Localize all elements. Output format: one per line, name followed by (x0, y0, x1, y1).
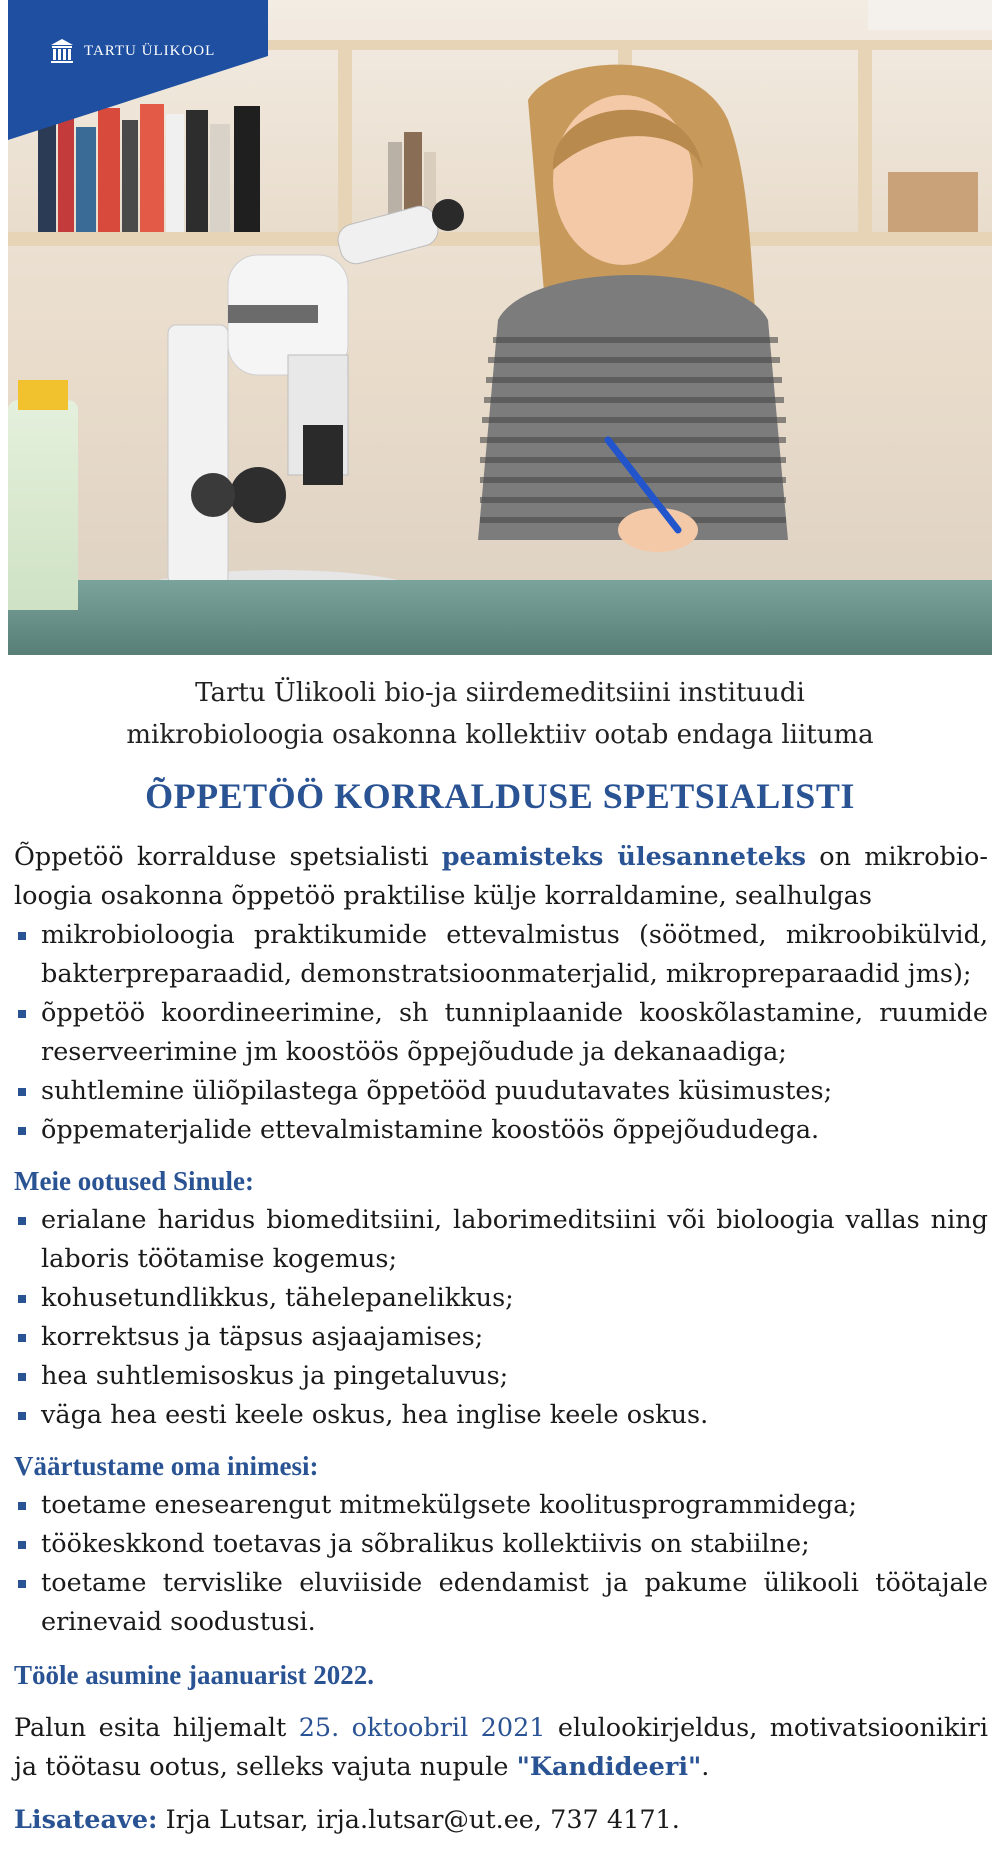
intro-text (0, 672, 1000, 756)
duties-highlight: peamisteks ülesanneteks (441, 842, 806, 872)
job-description (14, 838, 988, 1840)
apply-instructions: Palun esita hiljemalt 25. oktoobril 2021 elulookirjeldus, motivatsioonikiri ja töötasu ootus, selleks vajuta nupule "Kandideeri". (14, 1713, 988, 1782)
expectations-list (14, 1201, 988, 1435)
hero-photo (8, 0, 992, 655)
list-item: mikrobioloogia praktikumide ettevalmistus (söötmed, mikroobikülvid, bakterpreparaadid, demonstratsioonmaterjalid, mikropreparaadid jms); (14, 916, 988, 994)
expectations-heading: Meie ootused Sinule: (14, 1166, 254, 1196)
list-item: toetame enesearengut mitmekülgsete koolitusprogrammidega; (14, 1486, 988, 1525)
boxes (888, 120, 978, 232)
university-building-icon (50, 38, 74, 64)
values-heading: Väärtustame oma inimesi: (14, 1451, 319, 1481)
intro-line-2: mikrobioloogia osakonna kollektiiv ootab endaga liituma (126, 720, 874, 750)
list-item: õppetöö koordineerimine, sh tunniplaanide kooskõlastamine, ruumide reserveerimine jm koostöös õppejõudude ja dekanaadiga; (14, 994, 988, 1072)
lab-bench (8, 580, 992, 655)
box-top (868, 0, 992, 30)
list-item: õppematerjalide ettevalmistamine koostöös õppejõududega. (14, 1111, 988, 1150)
list-item: suhtlemine üliõpilastega õppetööd puudutavates küsimustes; (14, 1072, 988, 1111)
list-item: väga hea eesti keele oskus, hea inglise keele oskus. (14, 1396, 988, 1435)
contact-label: Lisateave: (14, 1805, 158, 1835)
list-item: kohusetundlikkus, tähelepanelikkus; (14, 1279, 988, 1318)
bottle (8, 400, 78, 610)
values-list (14, 1486, 988, 1642)
deadline: 25. oktoobril 2021 (298, 1713, 546, 1743)
apply-button-reference: "Kandideeri" (516, 1752, 702, 1782)
student-illustration (438, 60, 818, 600)
duties-lead: Õppetöö korralduse spetsialisti peamisteks ülesanneteks on mikrobioloogia osakonna õppetöö praktilise külje korraldamine, sealhulgas (14, 842, 988, 911)
bottle-cap (18, 380, 68, 410)
contact-info (14, 1801, 988, 1840)
contact-text[interactable]: Irja Lutsar, irja.lutsar@ut.ee, 737 4171. (157, 1805, 680, 1835)
list-item: töökeskkond toetavas ja sõbralikus kollektiivis on stabiilne; (14, 1525, 988, 1564)
job-title: ÕPPETÖÖ KORRALDUSE SPETSIALISTI (145, 776, 855, 816)
tartu-ulikool-logo[interactable] (50, 38, 215, 64)
intro-line-1: Tartu Ülikooli bio-ja siirdemeditsiini instituudi (195, 678, 805, 708)
list-item: korrektsus ja täpsus asjaajamises; (14, 1318, 988, 1357)
shelf-divider (858, 40, 872, 240)
list-item: erialane haridus biomeditsiini, laborimeditsiini või bioloogia vallas ning laboris töötamise kogemus; (14, 1201, 988, 1279)
start-date: Tööle asumine jaanuarist 2022. (14, 1660, 375, 1690)
list-item: hea suhtlemisoskus ja pingetaluvus; (14, 1357, 988, 1396)
logo-text: TARTU ÜLIKOOL (84, 42, 216, 59)
duties-list (14, 916, 988, 1150)
list-item: toetame tervislike eluviiside edendamist ja pakume ülikooli töötajale erinevaid soodustusi. (14, 1564, 988, 1642)
microscope-illustration (108, 195, 488, 625)
